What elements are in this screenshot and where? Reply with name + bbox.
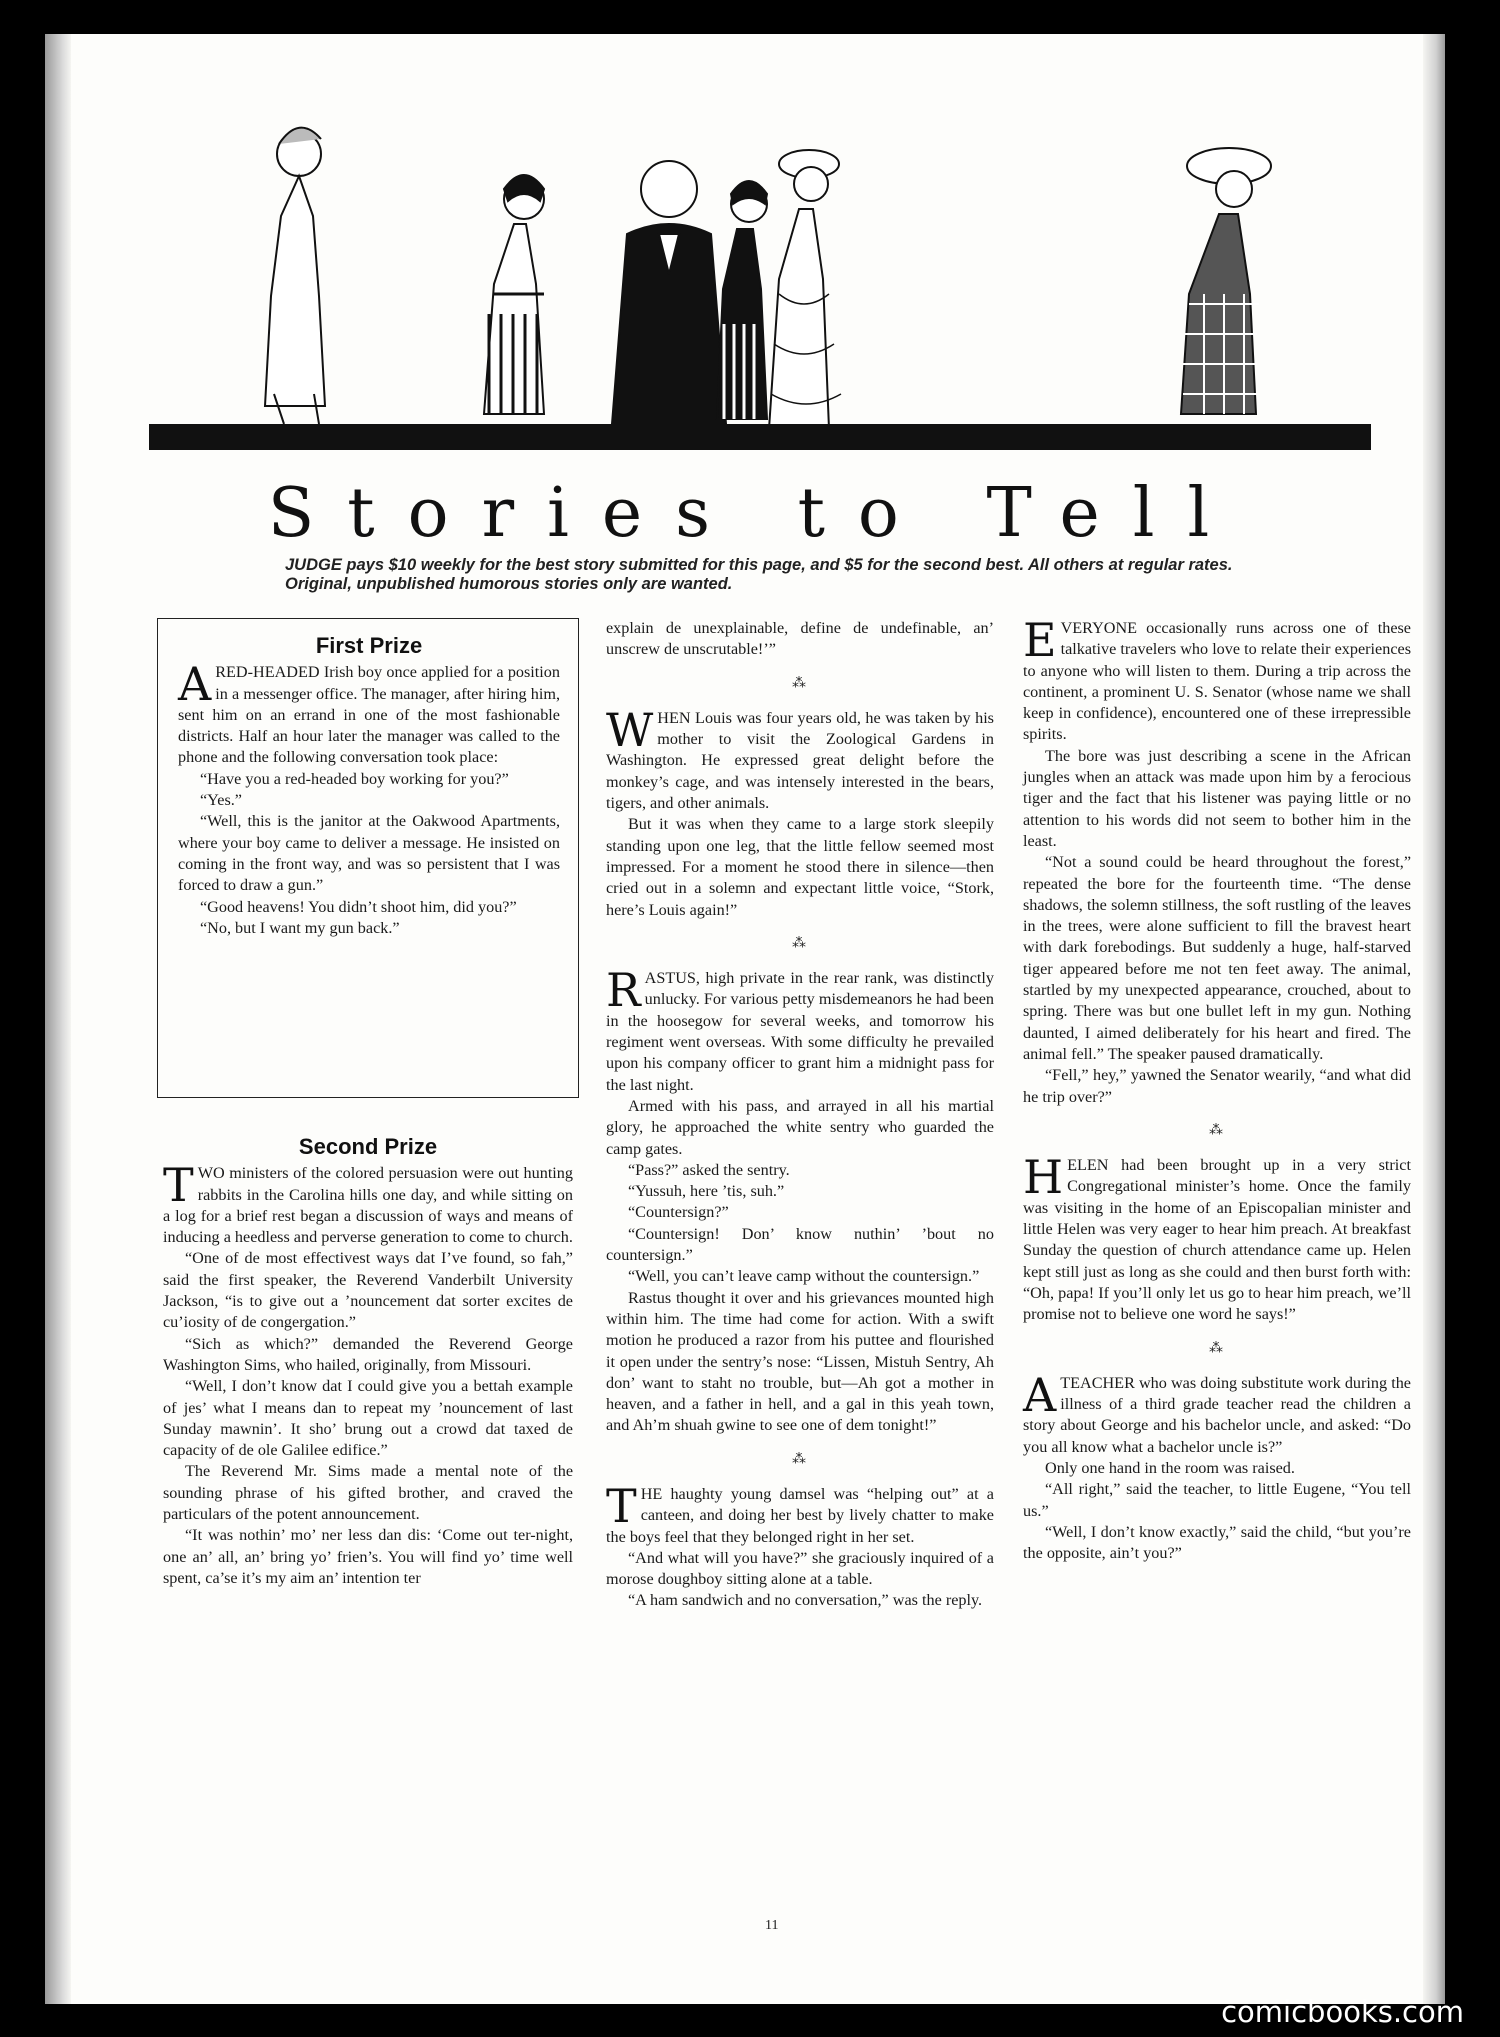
magazine-page — [45, 34, 1445, 2004]
paragraph: “Good heavens! You didn’t shoot him, did you?” — [200, 897, 517, 916]
continuation-text: explain de unexplainable, define de undefinable, an’ unscrew de unscrutable!’” — [606, 619, 994, 659]
paragraph: “Yussuh, here ’tis, suh.” — [628, 1182, 785, 1201]
paragraph: “Countersign! Don’ know nuthin’ ’bout no countersign.” — [606, 1224, 994, 1265]
paragraph: The Reverend Mr. Sims made a mental note of the sounding phrase of his gifted brother, and craved the particulars of the potent announcement. — [163, 1462, 573, 1524]
first-prize-heading: First Prize — [315, 633, 423, 658]
paragraph: “Countersign?” — [628, 1203, 729, 1222]
paragraph: But it was when they came to a large stork sleepily standing upon one leg, that the little fellow seemed most impressed. For a moment he stood there in silence—then cried out in a solemn and expectant little voice, “Stork, here’s Louis again!” — [606, 815, 994, 919]
page-number: 11 — [765, 1918, 779, 1933]
drop-cap: T — [606, 1478, 637, 1533]
header-illustration — [149, 94, 1371, 449]
paragraph: “It was nothin’ mo’ ner less dan dis: ‘Come out ter-night, one an’ all, an’ bring yo’ frien’s. You will find yo’ time well spent, ca’se it’s my aim an’ intention ter — [163, 1526, 573, 1587]
story-helen: HELEN had been brought up in a very strict Congregational minister’s home. Once the family was visiting in the home of an Episcopalian minister and little Helen was very eager to hear him preach. At breakfast Sunday the question of church attendance came up. Helen kept still just as long as she could and then burst forth with: “Oh, papa! If you’ll only let us go to hear him preach, we’ll promise not to believe one word he says!” — [1023, 1150, 1411, 1324]
column-3 — [1023, 613, 1411, 1564]
paragraph: “Not a sound could be heard throughout the forest,” repeated the bore for the fourteenth time. “The dense shadows, the solemn stillness, the soft rustling of the leaves in the trees, were alone sufficient to fill the bravest heart with dark forebodings. But suddenly a huge, half-starved tiger appeared before me not ten feet away. The animal, startled by my unexpected appearance, crouched, about to spring. There was but one bullet left in my gun. Nothing daunted, I aimed deliberately for his heart and fired. The animal fell.” The speaker paused dramatically. — [1023, 853, 1411, 1063]
story-teacher: ATEACHER who was doing substitute work during the illness of a third grade teacher read the children a story about George and his bachelor uncle, and asked: “Do you all know what a bachelor uncle is?” Only one hand in the room was raised. “All right,” said the teacher, to little Eugene, “You tell us.” “Well, I don’t know exactly,” said the child, “but you’re the opposite, ain’t you?” — [1023, 1373, 1411, 1565]
first-prize-box — [157, 618, 579, 1098]
paragraph: “A ham sandwich and no conversation,” was the reply. — [628, 1591, 983, 1610]
site-watermark: comicbooks.com — [1221, 1995, 1464, 2029]
story-separator: ⁂ — [1209, 1340, 1225, 1356]
paragraph: “Well, I don’t know exactly,” said the child, “but you’re the opposite, ain’t you?” — [1023, 1522, 1411, 1563]
paragraph: “Yes.” — [200, 791, 242, 810]
story-rastus: RASTUS, high private in the rear rank, was distinctly unlucky. For various petty misdemeanors he had been in the hoosegow for several weeks, and tomorrow his regiment went overseas. With some difficulty he prevailed upon his company officer to grant him a midnight pass for the last night. Armed with his pass, and arrayed in all his martial glory, he approached the white sentry who guarded the camp gates. “Pass?” asked the sentry. “Yussuh, here ’tis, suh.” “Countersign?” “Countersign! Don’ know nuthin’ ’bout no countersign.” “Well, you can’t leave camp without the countersign.” Rastus thought it over and his grievances mounted high within him. The time had come for action. With a swift motion he produced a razor from his puttee and flourished it open under the sentry’s nose: “Lissen, Mistuh Sentry, Ah don’ want to staht no trouble, but—Ah got a mother in heaven, and a father in hell, and a gal in this yeah town, and Ah’m shuah gwine to see one of dem tonight!” — [606, 968, 994, 1437]
paragraph: Only one hand in the room was raised. — [1045, 1458, 1295, 1477]
page-subtitle: JUDGE pays $10 weekly for the best story submitted for this page, and $5 for the second best. All others at regular rates. Original, unpublished humorous stories only are wanted. — [285, 556, 1233, 593]
story-everyone: EVERYONE occasionally runs across one of these talkative travelers who love to relate their experiences to anyone who will listen to them. During a trip across the continent, a prominent U. S. Senator (whose name we shall keep in confidence), encountered one of these irrepressible spirits. The bore was just describing a scene in the African jungles when an attack was made upon him by a ferocious tiger and the fact that his listener was paying little or no attention to his words did not seem to bother him in the least. “Not a sound could be heard throughout the forest,” repeated the bore for the fourteenth time. “The dense shadows, the solemn stillness, the soft rustling of the leaves in the trees, were alone sufficient to fill the bravest heart with dark forebodings. But suddenly a huge, half-starved tiger appeared before me not ten feet away. The animal, startled by my unexpected appearance, crouched, about to spring. There was but one bullet left in my gun. Nothing daunted, I aimed deliberately for his heart and fired. The animal fell.” The speaker paused dramatically. “Fell,” hey,” yawned the Senator wearily, “and what did he trip over?” — [1023, 618, 1411, 1108]
paragraph: “Have you a red-headed boy working for you?” — [200, 769, 509, 788]
paragraph: “Well, you can’t leave camp without the countersign.” — [628, 1267, 980, 1286]
paragraph: “Well, I don’t know dat I could give you a bettah example of jes’ what I means dan to repeat my ’nouncement of last Sunday mawnin’. It sho’ brung out a crowd dat taxed de capacity of de ole Galilee edifice.” — [163, 1377, 573, 1460]
first-prize-lead: ARED-HEADED Irish boy once applied for a position in a messenger office. The manager, after hiring him, sent him on an errand in one of the most fashionable districts. Half an hour later the manager was called to the phone and the following conversation took place: — [178, 657, 560, 767]
paragraph: Armed with his pass, and arrayed in all his martial glory, he approached the white sentry who guarded the camp gates. — [606, 1096, 994, 1158]
paragraph: “One of de most effectivest ways dat I’ve found, so fah,” said the first speaker, the Reverend Vanderbilt University Jackson, “is to give out a ’nouncement dat sorter excites de cu’iosity of de congergation.” — [163, 1249, 573, 1332]
drop-cap: A — [1023, 1367, 1057, 1422]
paragraph: “Fell,” hey,” yawned the Senator wearily, “and what did he trip over?” — [1023, 1066, 1411, 1106]
binding-gutter — [45, 34, 71, 2004]
paragraph: “Well, this is the janitor at the Oakwood Apartments, where your boy came to deliver a message. He insisted on coming in the front way, and was so persistent that I was forced to draw a gun.” — [178, 812, 560, 895]
story-separator: ⁂ — [1209, 1122, 1225, 1138]
drop-cap: W — [606, 702, 654, 757]
drop-cap: H — [1023, 1150, 1064, 1205]
paragraph: “Sich as which?” demanded the Reverend George Washington Sims, who hailed, originally, from Missouri. — [163, 1334, 573, 1374]
paragraph: The bore was just describing a scene in the African jungles when an attack was made upon him by a ferocious tiger and the fact that his listener was paying little or no attention to his words did not seem to bother him in the least. — [1023, 746, 1411, 850]
story-separator: ⁂ — [792, 675, 808, 691]
page-edge — [1423, 34, 1445, 2004]
drop-cap: R — [606, 963, 641, 1018]
column-2 — [606, 618, 994, 1612]
paragraph: Rastus thought it over and his grievances mounted high within him. The time had come for action. With a swift motion he produced a razor from his puttee and flourished it open under the sentry’s nose: “Lissen, Mistuh Sentry, Ah don’ want to staht no trouble, but—Ah got a mother in heaven, and a father in hell, and a gal in this yeah town, and Ah’m shuah gwine to see one of dem tonight!” — [606, 1288, 994, 1435]
drop-cap: T — [163, 1158, 194, 1213]
paragraph: “And what will you have?” she graciously inquired of a morose doughboy sitting alone at a table. — [606, 1548, 994, 1589]
drop-cap: E — [1023, 613, 1057, 667]
story-damsel: THE haughty young damsel was “helping out” at a canteen, and doing her best by lively chatter to make the boys feel that they belonged right in her set. “And what will you have?” she graciously inquired of a morose doughboy sitting alone at a table. “A ham sandwich and no conversation,” was the reply. — [606, 1484, 994, 1612]
drop-cap: A — [178, 657, 212, 712]
story-louis: WHEN Louis was four years old, he was taken by his mother to visit the Zoological Gardens in Washington. He expressed great delight before the monkey’s cage, and was intensely interested in the bears, tigers, and other animals. But it was when they came to a large stork sleepily standing upon one leg, that the little fellow seemed most impressed. For a moment he stood there in silence—then cried out in a solemn and expectant little voice, “Stork, here’s Louis again!” — [606, 708, 994, 921]
paragraph: “Pass?” asked the sentry. — [628, 1160, 790, 1179]
second-prize-heading: Second Prize — [298, 1134, 438, 1159]
banner-ground-bar — [149, 424, 1371, 450]
column-1 — [157, 618, 579, 1589]
second-prize-section — [157, 1136, 579, 1589]
page-title: Stories to Tell — [267, 474, 1243, 553]
second-prize-lead: TWO ministers of the colored persuasion were out hunting rabbits in the Carolina hills one day, and while sitting on a log for a brief rest began a discussion of ways and means of inducing a heedless and perverse generation to come to church. — [163, 1158, 573, 1247]
paragraph: “All right,” said the teacher, to little Eugene, “You tell us.” — [1023, 1480, 1411, 1520]
story-separator: ⁂ — [792, 935, 808, 951]
story-separator: ⁂ — [792, 1451, 808, 1467]
paragraph: “No, but I want my gun back.” — [200, 918, 400, 937]
